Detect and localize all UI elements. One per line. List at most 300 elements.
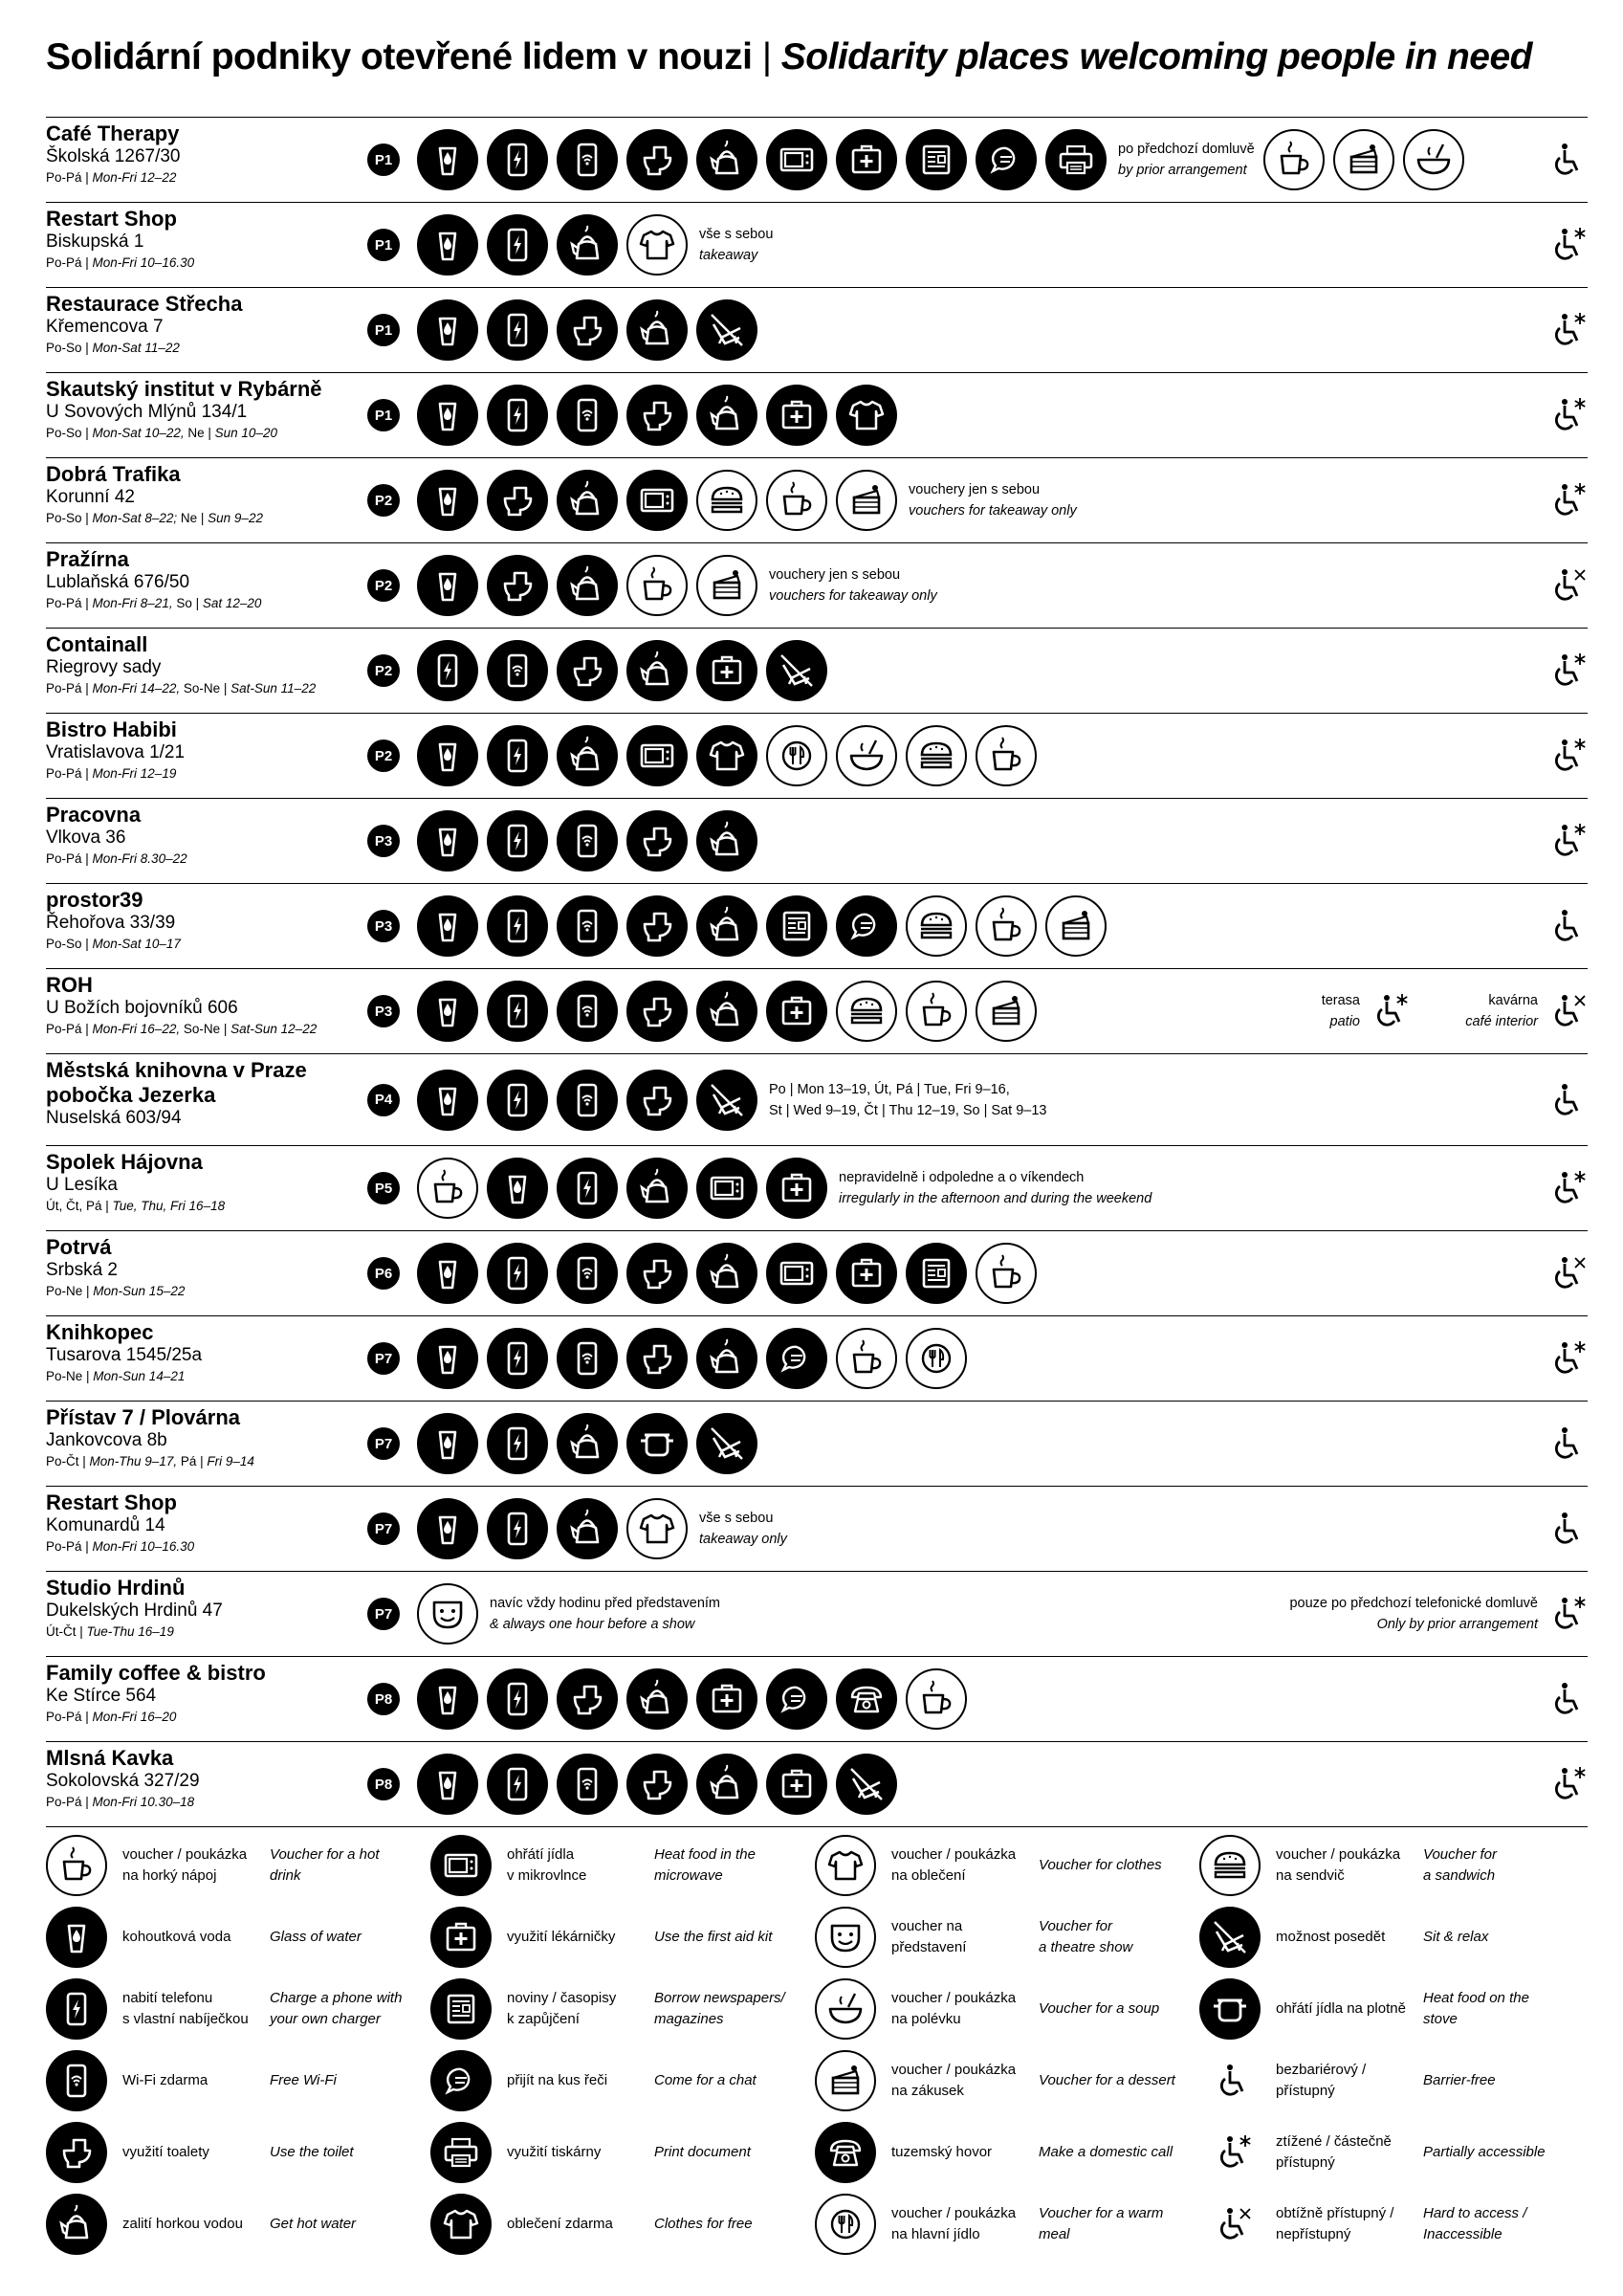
hours-cz: Po-Pá <box>46 681 82 695</box>
venue-name: Mlsná Kavka <box>46 1746 174 1770</box>
zone-badge: P3 <box>367 995 400 1027</box>
legend-cz-line: na horký nápoj <box>122 1867 217 1884</box>
legend-item <box>46 2194 428 2255</box>
phone-charge-icon <box>487 1413 548 1474</box>
phone-charge-icon <box>487 129 548 190</box>
area-note-en: patio <box>1329 1014 1360 1029</box>
zone-badge: P1 <box>367 314 400 346</box>
legend-cz-line: noviny / časopisy <box>507 1990 617 2006</box>
service-icons <box>417 725 1037 786</box>
note-line: St | Wed 9–19, Čt | Thu 12–19, So | Sat 9–13 <box>769 1102 1047 1118</box>
kettle-icon <box>696 1243 757 1304</box>
wifi-icon <box>557 810 618 872</box>
wifi-icon <box>557 129 618 190</box>
legend-label-en <box>270 1927 362 1948</box>
hot-drink-voucher-icon <box>976 1243 1037 1304</box>
venue-name: prostor39 <box>46 888 143 912</box>
kettle-icon <box>626 640 688 701</box>
hot-drink-voucher-icon <box>976 725 1037 786</box>
zone-badge: P3 <box>367 910 400 942</box>
kettle-icon <box>557 555 618 616</box>
chat-icon <box>766 1668 827 1730</box>
right-note-cz: pouze po předchozí telefonické domluvě <box>1289 1596 1538 1611</box>
hours-en: Mon-Fri 8.30–22 <box>92 851 187 866</box>
hot-drink-voucher-icon <box>976 895 1037 957</box>
service-icons <box>417 1328 967 1389</box>
note-en: by prior arrangement <box>1118 163 1247 178</box>
phone-charge-icon <box>487 810 548 872</box>
soup-voucher-icon <box>836 725 897 786</box>
newspaper-icon <box>430 1978 492 2040</box>
first-aid-icon <box>766 385 827 446</box>
service-icons <box>417 470 1077 531</box>
venue-hours: Po-Pá | Mon-Fri 10–16.30 <box>46 255 195 270</box>
kettle-icon <box>557 1498 618 1559</box>
legend-label-en <box>1039 2142 1173 2163</box>
barrier-free-icon <box>1549 1081 1588 1119</box>
venue-address: Riegrovy sady <box>46 657 162 677</box>
theatre-voucher-icon <box>815 1907 876 1968</box>
partially-accessible-icon <box>1549 1595 1588 1633</box>
legend-item <box>1199 1835 1582 1896</box>
toilet-icon <box>557 640 618 701</box>
wifi-icon <box>557 1328 618 1389</box>
legend-en-line: Voucher for a hot <box>270 1846 380 1863</box>
venue-address: Křemencova 7 <box>46 317 164 337</box>
phone-charge-icon <box>487 214 548 276</box>
note-cz: nepravidelně i odpoledne a o víkendech <box>839 1170 1085 1185</box>
legend-label-cz <box>1276 2131 1392 2174</box>
phone-charge-icon <box>487 1668 548 1730</box>
legend-cz-line: zalití horkou vodou <box>122 2216 243 2232</box>
legend-label-cz <box>122 1988 249 2030</box>
service-icons <box>417 385 897 446</box>
zone-badge: P5 <box>367 1172 400 1204</box>
toilet-icon <box>487 470 548 531</box>
legend-item <box>46 2122 428 2183</box>
theatre-voucher-icon <box>417 1583 478 1645</box>
microwave-icon <box>696 1158 757 1219</box>
hours-en: Mon-Fri 14–22, <box>92 681 181 695</box>
venue-address: Vlkova 36 <box>46 828 126 848</box>
legend-item <box>430 2050 813 2111</box>
venue-name: Restart Shop <box>46 207 177 231</box>
zone-badge: P2 <box>367 569 400 602</box>
partially-accessible-icon <box>1549 822 1588 860</box>
venue-hours: Po-Pá | Mon-Fri 8–21, So | Sat 12–20 <box>46 596 262 610</box>
legend-label-cz <box>507 1844 586 1887</box>
wifi-icon <box>557 981 618 1042</box>
hours-en: Mon-Fri 12–22 <box>92 170 177 185</box>
legend-item <box>1199 2122 1582 2183</box>
venue-area-note <box>1465 990 1538 1032</box>
soup-voucher-icon <box>815 1978 876 2040</box>
legend-item <box>1199 2050 1582 2111</box>
toilet-icon <box>557 299 618 361</box>
legend-label-en <box>270 1988 402 2030</box>
legend-cz-line: nepřístupný <box>1276 2226 1351 2242</box>
legend-cz-line: přístupný <box>1276 2083 1335 2099</box>
legend-en-line: Use the first aid kit <box>654 1929 773 1945</box>
phone-call-icon <box>815 2122 876 2183</box>
venue-row <box>46 1741 1588 1827</box>
venue-note <box>699 1508 787 1550</box>
first-aid-icon <box>766 1754 827 1815</box>
venue-address: Lublaňská 676/50 <box>46 572 190 592</box>
venue-right-note <box>1289 1593 1538 1635</box>
venue-note <box>490 1593 720 1635</box>
microwave-icon <box>766 1243 827 1304</box>
venue-name: ROH <box>46 973 93 997</box>
dessert-voucher-icon <box>1045 895 1107 957</box>
legend-item <box>46 1978 428 2040</box>
legend-label-en <box>1039 2070 1175 2091</box>
legend-item <box>430 1978 813 2040</box>
legend-cz-line: voucher na <box>891 1918 963 1934</box>
legend-cz-line: voucher / poukázka <box>891 2062 1017 2078</box>
service-icons <box>417 981 1037 1042</box>
phone-charge-icon <box>487 981 548 1042</box>
chat-icon <box>836 895 897 957</box>
dessert-voucher-icon <box>815 2050 876 2111</box>
hours-en: Tue, Thu, Fri 16–18 <box>112 1199 226 1213</box>
venue-name-line2: pobočka Jezerka <box>46 1083 216 1107</box>
legend-label-en <box>1423 2070 1496 2091</box>
kettle-icon <box>557 725 618 786</box>
sandwich-voucher-icon <box>906 895 967 957</box>
venue-note <box>909 479 1077 521</box>
venue-hours: Po-Pá | Mon-Fri 16–22, So-Ne | Sat-Sun 12–22 <box>46 1022 318 1036</box>
water-icon <box>417 981 478 1042</box>
legend-en-line: magazines <box>654 2011 724 2027</box>
hours-cz: Po-So <box>46 511 82 525</box>
venue-address: Školská 1267/30 <box>46 146 181 166</box>
service-icons <box>417 810 757 872</box>
sandwich-voucher-icon <box>906 725 967 786</box>
microwave-icon <box>626 470 688 531</box>
legend-en-line: Clothes for free <box>654 2216 753 2232</box>
toilet-icon <box>626 129 688 190</box>
legend-en-line: meal <box>1039 2226 1070 2242</box>
hours-cz: Po-Pá <box>46 596 82 610</box>
note-cz: po předchozí domluvě <box>1118 142 1255 157</box>
venue-row <box>46 1145 1588 1230</box>
venue-row <box>46 1656 1588 1741</box>
legend-label-en <box>1039 2203 1163 2245</box>
venue-address: U Sovových Mlýnů 134/1 <box>46 402 248 422</box>
legend-label-cz <box>1276 2060 1366 2102</box>
hours-en: Mon-Fri 10–16.30 <box>92 255 195 270</box>
sit-relax-icon <box>696 1070 757 1131</box>
hours-en: Mon-Sat 10–22, <box>92 426 185 440</box>
water-icon <box>417 385 478 446</box>
water-icon <box>417 810 478 872</box>
legend-label-cz <box>891 2203 1016 2245</box>
legend-en-line: Voucher for <box>1039 1918 1112 1934</box>
hours-cz: Po-Pá <box>46 1539 82 1554</box>
venue-hours: Po-Ne | Mon-Sun 15–22 <box>46 1284 186 1298</box>
venue-row <box>46 542 1588 628</box>
wifi-icon <box>487 640 548 701</box>
toilet-icon <box>626 1243 688 1304</box>
toilet-icon <box>626 1328 688 1389</box>
venue-address: Biskupská 1 <box>46 232 144 252</box>
venue-address: Komunardů 14 <box>46 1515 165 1535</box>
legend-en-line: Glass of water <box>270 1929 362 1945</box>
legend-label-cz <box>891 1844 1016 1887</box>
legend-en-line: Voucher for clothes <box>1039 1857 1162 1873</box>
legend-label-cz <box>1276 2203 1393 2245</box>
water-icon <box>417 1498 478 1559</box>
area-note-en: café interior <box>1465 1014 1538 1029</box>
water-icon <box>417 1070 478 1131</box>
meal-voucher-icon <box>906 1328 967 1389</box>
legend-item <box>46 1907 428 1968</box>
legend-cz-line: využití toalety <box>122 2144 209 2160</box>
zone-badge: P4 <box>367 1084 400 1116</box>
kettle-icon <box>626 299 688 361</box>
legend-en-line: your own charger <box>270 2011 381 2027</box>
phone-charge-icon <box>487 1070 548 1131</box>
water-icon <box>417 1668 478 1730</box>
legend-item <box>1199 2194 1582 2255</box>
hours-en: Mon-Sat 8–22; <box>92 511 178 525</box>
legend-item <box>815 2194 1197 2255</box>
venue-name: Přístav 7 / Plovárna <box>46 1405 240 1429</box>
phone-charge-icon <box>487 895 548 957</box>
kettle-icon <box>696 1754 757 1815</box>
dessert-voucher-icon <box>696 555 757 616</box>
service-icons <box>417 1668 967 1730</box>
dessert-voucher-icon <box>1333 129 1394 190</box>
kettle-icon <box>696 385 757 446</box>
legend-item <box>430 1907 813 1968</box>
zone-badge: P2 <box>367 654 400 687</box>
note-en: takeaway <box>699 248 758 263</box>
service-icons <box>417 1754 897 1815</box>
microwave-icon <box>766 129 827 190</box>
legend-en-line: Come for a chat <box>654 2072 757 2088</box>
partially-accessible-icon <box>1549 226 1588 264</box>
legend-cz-line: voucher / poukázka <box>122 1846 248 1863</box>
legend-cz-line: na hlavní jídlo <box>891 2226 980 2242</box>
legend-cz-line: na zákusek <box>891 2083 964 2099</box>
zone-badge: P3 <box>367 825 400 857</box>
legend-en-line: Voucher for a dessert <box>1039 2072 1175 2088</box>
legend-cz-line: k zapůjčení <box>507 2011 580 2027</box>
venue-name: Restaurace Střecha <box>46 292 243 316</box>
first-aid-icon <box>836 1243 897 1304</box>
kettle-icon <box>696 895 757 957</box>
legend-label-cz <box>1276 1927 1385 1948</box>
hours-en: Mon-Fri 10–16.30 <box>92 1539 195 1554</box>
kettle-icon <box>696 1328 757 1389</box>
legend-cz-line: s vlastní nabíječkou <box>122 2011 249 2027</box>
printer-icon <box>1045 129 1107 190</box>
inaccessible-icon <box>1549 566 1588 605</box>
title-cz: Solidární podniky otevřené lidem v nouzi <box>46 36 753 77</box>
inaccessible-icon <box>1549 1254 1588 1292</box>
hours-en: Tue-Thu 16–19 <box>86 1624 174 1639</box>
venue-hours: Po-Pá | Mon-Fri 16–20 <box>46 1710 177 1724</box>
hours-cz: Po-Ne <box>46 1284 83 1298</box>
legend-item <box>1199 1907 1582 1968</box>
venue-row <box>46 117 1588 202</box>
venue-name: Studio Hrdinů <box>46 1576 186 1600</box>
legend-cz-line: ohřátí jídla <box>507 1846 575 1863</box>
venue-row <box>46 372 1588 457</box>
first-aid-icon <box>696 640 757 701</box>
toilet-icon <box>557 1668 618 1730</box>
legend-label-en <box>654 1988 785 2030</box>
service-icons <box>417 895 1107 957</box>
hours-cz: Út-Čt <box>46 1624 77 1639</box>
venue-address: Vratislavova 1/21 <box>46 742 186 762</box>
venue-note <box>769 564 937 607</box>
sandwich-voucher-icon <box>1199 1835 1261 1896</box>
hot-drink-voucher-icon <box>1263 129 1325 190</box>
note-en: vouchers for takeaway only <box>909 503 1077 519</box>
legend-label-cz <box>507 1927 615 1948</box>
venue-name: Městská knihovna v Praze <box>46 1058 307 1082</box>
stove-icon <box>1199 1978 1261 2040</box>
legend-cz-line: kohoutková voda <box>122 1929 231 1945</box>
newspaper-icon <box>906 1243 967 1304</box>
zone-badge: P7 <box>367 1342 400 1375</box>
legend-label-cz <box>507 1988 616 2030</box>
water-icon <box>417 895 478 957</box>
venue-hours: Po-Pá | Mon-Fri 12–22 <box>46 170 177 185</box>
legend-label-cz <box>122 1844 247 1887</box>
inaccessible-icon <box>1549 992 1588 1030</box>
first-aid-icon <box>766 981 827 1042</box>
kettle-icon <box>557 1413 618 1474</box>
kettle-icon <box>696 981 757 1042</box>
hours-en-2: Sat-Sun 12–22 <box>230 1022 318 1036</box>
hours-en-2: Sun 10–20 <box>214 426 277 440</box>
legend-en-line: stove <box>1423 2011 1458 2027</box>
note-cz: vouchery jen s sebou <box>769 567 901 583</box>
legend-en-line: microwave <box>654 1867 723 1884</box>
venue-note <box>1118 139 1255 181</box>
water-icon <box>487 1158 548 1219</box>
hours-en: Mon-Thu 9–17, <box>89 1454 178 1468</box>
hot-drink-voucher-icon <box>906 1668 967 1730</box>
legend-label-cz <box>1276 1998 1406 2020</box>
legend-cz-line: využití lékárničky <box>507 1929 616 1945</box>
kettle-icon <box>46 2194 107 2255</box>
legend-en-line: Hard to access / <box>1423 2205 1527 2221</box>
toilet-icon <box>46 2122 107 2183</box>
hours-en: Mon-Fri 8–21, <box>92 596 173 610</box>
zone-badge: P2 <box>367 484 400 517</box>
kettle-icon <box>696 810 757 872</box>
legend-label-cz <box>507 2214 613 2235</box>
legend-cz-line: ohřátí jídla na plotně <box>1276 2000 1406 2017</box>
venue-address: Nuselská 603/94 <box>46 1108 182 1128</box>
title-separator: | <box>761 36 772 77</box>
dessert-voucher-icon <box>836 470 897 531</box>
service-icons <box>417 1583 720 1645</box>
legend-en-line: a sandwich <box>1423 1867 1496 1884</box>
venue-address: Řehořova 33/39 <box>46 913 176 933</box>
kettle-icon <box>626 1668 688 1730</box>
hot-drink-voucher-icon <box>766 470 827 531</box>
water-icon <box>417 555 478 616</box>
legend-en-line: Get hot water <box>270 2216 357 2232</box>
note-cz: vouchery jen s sebou <box>909 482 1041 497</box>
page-title <box>46 36 1532 78</box>
service-icons <box>417 1243 1037 1304</box>
hours-cz-2: Pá <box>180 1454 197 1468</box>
barrier-free-icon <box>1549 1680 1588 1718</box>
phone-charge-icon <box>46 1978 107 2040</box>
venue-address: Sokolovská 327/29 <box>46 1771 200 1791</box>
hours-en: Mon-Sun 15–22 <box>93 1284 186 1298</box>
legend-label-cz <box>122 2214 243 2235</box>
service-icons <box>417 1413 757 1474</box>
note-en: & always one hour before a show <box>490 1617 695 1632</box>
legend-label-cz <box>122 2142 209 2163</box>
water-icon <box>417 129 478 190</box>
legend-en-line: Voucher for <box>1423 1846 1497 1863</box>
legend-en-line: a theatre show <box>1039 1939 1133 1955</box>
zone-badge: P2 <box>367 740 400 772</box>
hours-en-2: Sat 12–20 <box>202 596 262 610</box>
hot-drink-voucher-icon <box>417 1158 478 1219</box>
hot-drink-voucher-icon <box>46 1835 107 1896</box>
legend-cz-line: představení <box>891 1939 967 1955</box>
legend-label-en <box>1423 1844 1497 1887</box>
legend-en-line: Heat food on the <box>1423 1990 1529 2006</box>
free-clothes-icon <box>696 725 757 786</box>
service-icons <box>417 129 1464 190</box>
venue-row <box>46 968 1588 1053</box>
kettle-icon <box>557 470 618 531</box>
hours-cz: Po-Pá <box>46 1795 82 1809</box>
venue-address: Jankovcova 8b <box>46 1430 167 1450</box>
phone-charge-icon <box>487 1498 548 1559</box>
hot-drink-voucher-icon <box>626 555 688 616</box>
partially-accessible-icon <box>1549 396 1588 434</box>
partially-accessible-icon <box>1549 651 1588 690</box>
hours-cz: Po-Pá <box>46 766 82 781</box>
water-icon <box>417 1413 478 1474</box>
service-icons <box>417 640 827 701</box>
venue-name: Café Therapy <box>46 121 180 145</box>
venue-note <box>839 1167 1151 1209</box>
venue-hours: Po-Pá | Mon-Fri 8.30–22 <box>46 851 187 866</box>
soup-voucher-icon <box>1403 129 1464 190</box>
hours-cz-2: So <box>176 596 192 610</box>
toilet-icon <box>626 385 688 446</box>
venue-hours: Po-Čt | Mon-Thu 9–17, Pá | Fri 9–14 <box>46 1454 254 1468</box>
venue-address: Dukelských Hrdinů 47 <box>46 1601 223 1621</box>
kettle-icon <box>696 129 757 190</box>
zone-badge: P1 <box>367 399 400 431</box>
clothes-voucher-icon <box>626 214 688 276</box>
chat-icon <box>430 2050 492 2111</box>
barrier-free-icon <box>1215 2062 1253 2100</box>
venue-hours: Po-Pá | Mon-Fri 10.30–18 <box>46 1795 195 1809</box>
barrier-free-icon <box>1549 907 1588 945</box>
venue-name: Dobrá Trafika <box>46 462 181 486</box>
phone-charge-icon <box>487 299 548 361</box>
venue-address: Tusarova 1545/25a <box>46 1345 203 1365</box>
legend-en-line: Heat food in the <box>654 1846 756 1863</box>
legend-item <box>430 2194 813 2255</box>
sandwich-voucher-icon <box>836 981 897 1042</box>
